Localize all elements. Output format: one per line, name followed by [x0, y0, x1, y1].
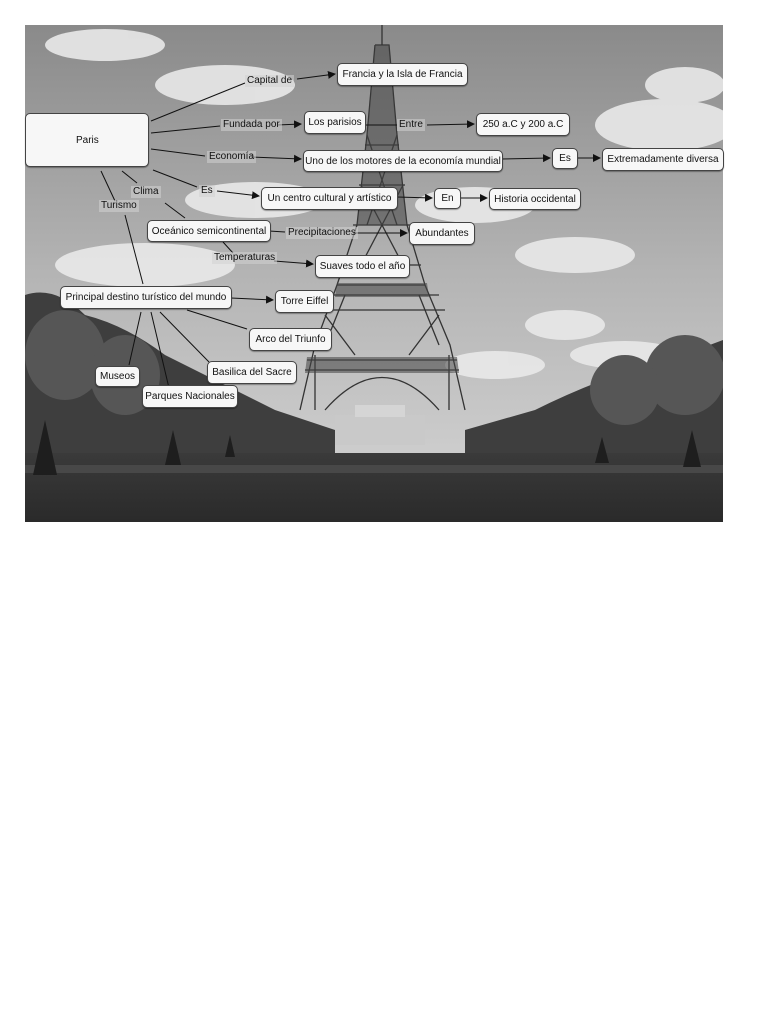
- entre-arrow: [427, 124, 474, 125]
- clima-line2: [165, 203, 185, 218]
- precip-line: [269, 231, 285, 232]
- link-entre: Entre: [399, 119, 423, 130]
- node-en[interactable]: En: [434, 188, 461, 209]
- node-oceanico[interactable]: Oceánico semicontinental: [147, 220, 271, 242]
- link-temperaturas: Temperaturas: [214, 252, 276, 263]
- economia-arrow: [251, 157, 301, 159]
- turismo-line2: [125, 215, 143, 284]
- link-es: Es: [201, 185, 213, 196]
- node-museos[interactable]: Museos: [95, 366, 140, 387]
- economia-line: [151, 149, 205, 156]
- clima-line: [122, 171, 137, 183]
- node-parisios[interactable]: Los parisios: [304, 111, 366, 134]
- node-arco[interactable]: Arco del Triunfo: [249, 328, 332, 351]
- link-turismo: Turismo: [101, 200, 137, 211]
- node-suaves[interactable]: Suaves todo el año: [315, 255, 410, 278]
- link-precipitaciones: Precipitaciones: [288, 227, 356, 238]
- turismo-line: [101, 171, 115, 201]
- node-francia[interactable]: Francia y la Isla de Francia: [337, 63, 468, 86]
- cultural-en-arrow: [397, 197, 432, 198]
- arco-line: [187, 310, 247, 329]
- capital-line: [151, 83, 245, 121]
- concept-map: [25, 25, 723, 522]
- temp-arrow: [274, 261, 313, 264]
- es-line: [153, 170, 197, 187]
- link-economia: Economía: [209, 151, 255, 162]
- basilica-line: [160, 312, 209, 362]
- link-clima: Clima: [133, 186, 159, 197]
- node-abundantes[interactable]: Abundantes: [409, 222, 475, 245]
- node-parques[interactable]: Parques Nacionales: [142, 385, 238, 408]
- node-es[interactable]: Es: [552, 148, 578, 169]
- destino-arrow: [231, 298, 273, 300]
- fundada-line: [151, 126, 220, 133]
- node-basilica[interactable]: Basilica del Sacre: [207, 361, 297, 384]
- link-capital: Capital de: [247, 75, 293, 86]
- node-fecha[interactable]: 250 a.C y 200 a.C: [476, 113, 570, 136]
- node-destino[interactable]: Principal destino turístico del mundo: [60, 286, 232, 309]
- parques-line: [151, 312, 169, 388]
- capital-arrow: [297, 74, 335, 79]
- motores-es-arrow: [501, 158, 550, 159]
- node-cultural[interactable]: Un centro cultural y artístico: [261, 187, 398, 210]
- node-paris[interactable]: Paris: [25, 113, 149, 167]
- link-fundada: Fundada por: [223, 119, 280, 130]
- node-torre[interactable]: Torre Eiffel: [275, 290, 334, 313]
- es-arrow: [217, 191, 259, 196]
- node-motores[interactable]: Uno de los motores de la economía mundial: [303, 150, 503, 172]
- museos-line: [129, 312, 141, 365]
- node-historia[interactable]: Historia occidental: [489, 188, 581, 210]
- node-diversa[interactable]: Extremadamente diversa: [602, 148, 724, 171]
